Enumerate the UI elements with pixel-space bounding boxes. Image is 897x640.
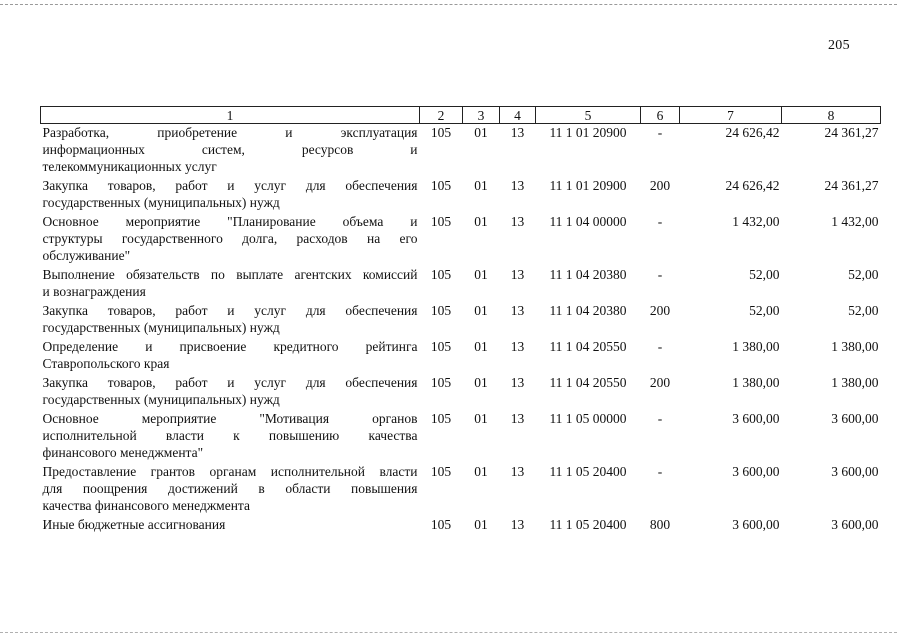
description-line: Определение и присвоение кредитного рейтинга: [42, 339, 418, 354]
table-row: [41, 266, 881, 302]
description-line: Предоставление грантов органам исполнительной власти: [42, 464, 418, 479]
row-amount-year-2: 3 600,00: [831, 411, 879, 426]
row-code-target-article: 11 1 04 20550: [549, 375, 627, 390]
table-row: [41, 338, 881, 374]
row-code-ministry: 105: [430, 517, 452, 532]
row-code-subsection: 13: [510, 178, 525, 193]
row-amount-year-2: 24 361,27: [824, 125, 879, 140]
description-line: государственных (муниципальных) нужд: [42, 392, 280, 407]
description-line: Ставропольского края: [42, 356, 170, 371]
description-line: Разработка, приобретение и эксплуатация: [42, 125, 418, 140]
row-amount-year-1: 3 600,00: [732, 517, 780, 532]
row-code-section: 01: [474, 339, 488, 354]
table-header-row: [41, 107, 881, 124]
row-description: [41, 410, 420, 463]
row-code-ministry: 105: [430, 125, 452, 140]
row-code-target-article: 11 1 01 20900: [549, 178, 627, 193]
row-amount-year-2: 1 380,00: [831, 375, 879, 390]
row-code-ministry: 105: [430, 214, 452, 229]
row-amount-year-2: 1 380,00: [831, 339, 879, 354]
row-code-target-article: 11 1 04 20380: [549, 267, 627, 282]
row-code-subsection: 13: [510, 375, 525, 390]
row-code-target-article: 11 1 04 20380: [549, 303, 627, 318]
row-code-section: 01: [474, 411, 488, 426]
description-line: Основное мероприятие "Планирование объема и: [42, 214, 418, 229]
row-amount-year-2: 1 432,00: [831, 214, 879, 229]
row-code-subsection: 13: [510, 303, 525, 318]
row-code-target-article: 11 1 05 20400: [549, 464, 627, 479]
row-amount-year-2: 3 600,00: [831, 464, 879, 479]
row-code-section: 01: [474, 125, 488, 140]
row-code-expense-type: 200: [649, 303, 671, 318]
row-code-subsection: 13: [510, 464, 525, 479]
row-code-expense-type: -: [657, 125, 663, 140]
row-code-ministry: 105: [430, 339, 452, 354]
row-description: [41, 463, 420, 516]
row-description: [41, 374, 420, 410]
row-amount-year-1: 1 380,00: [732, 339, 780, 354]
row-amount-year-2: 24 361,27: [824, 178, 879, 193]
row-code-expense-type: -: [657, 464, 663, 479]
table-body: [41, 124, 881, 536]
row-amount-year-2: 3 600,00: [831, 517, 879, 532]
row-code-section: 01: [474, 375, 488, 390]
page-number: 205: [828, 38, 850, 53]
row-amount-year-1: 1 432,00: [732, 214, 780, 229]
header-col-8: 8: [782, 107, 881, 124]
row-code-target-article: 11 1 04 20550: [549, 339, 627, 354]
row-code-subsection: 13: [510, 339, 525, 354]
row-code-expense-type: 800: [649, 517, 671, 532]
row-code-target-article: 11 1 01 20900: [549, 125, 627, 140]
description-line: качества финансового менеджмента: [42, 498, 250, 513]
top-edge-rule: [0, 4, 897, 5]
row-code-ministry: 105: [430, 464, 452, 479]
header-col-2: 2: [420, 107, 463, 124]
description-line: Основное мероприятие "Мотивация органов: [42, 411, 418, 426]
table-row: [41, 374, 881, 410]
row-code-subsection: 13: [510, 267, 525, 282]
row-amount-year-1: 1 380,00: [732, 375, 780, 390]
table-row: [41, 516, 881, 535]
row-code-section: 01: [474, 517, 488, 532]
row-code-ministry: 105: [430, 303, 452, 318]
description-line: Выполнение обязательств по выплате агентских комиссий: [42, 267, 418, 282]
description-line: телекоммуникационных услуг: [42, 159, 217, 174]
row-code-ministry: 105: [430, 411, 452, 426]
header-col-3: 3: [463, 107, 500, 124]
row-code-ministry: 105: [430, 375, 452, 390]
description-line: обслуживание": [42, 248, 131, 263]
description-line: и вознаграждения: [42, 284, 146, 299]
row-amount-year-2: 52,00: [848, 267, 879, 282]
row-amount-year-1: 3 600,00: [732, 411, 780, 426]
row-amount-year-1: 24 626,42: [725, 178, 780, 193]
row-code-target-article: 11 1 04 00000: [549, 214, 627, 229]
row-amount-year-1: 52,00: [749, 267, 780, 282]
row-code-subsection: 13: [510, 517, 525, 532]
description-line: государственных (муниципальных) нужд: [42, 320, 280, 335]
row-amount-year-1: 52,00: [749, 303, 780, 318]
bottom-edge-rule: [0, 632, 897, 633]
table-row: [41, 177, 881, 213]
description-line: структуры государственного долга, расходов на его: [42, 231, 418, 246]
row-code-expense-type: -: [657, 339, 663, 354]
row-code-section: 01: [474, 303, 488, 318]
budget-table: [40, 106, 881, 535]
description-line: Закупка товаров, работ и услуг для обеспечения: [42, 375, 418, 390]
description-line: исполнительной власти к повышению качества: [42, 428, 418, 443]
row-description: [41, 302, 420, 338]
row-description: [41, 338, 420, 374]
description-line: информационных систем, ресурсов и: [42, 142, 418, 157]
row-code-expense-type: 200: [649, 178, 671, 193]
row-code-subsection: 13: [510, 214, 525, 229]
table-row: [41, 213, 881, 266]
row-code-target-article: 11 1 05 20400: [549, 517, 627, 532]
row-code-expense-type: -: [657, 267, 663, 282]
row-code-target-article: 11 1 05 00000: [549, 411, 627, 426]
row-code-ministry: 105: [430, 267, 452, 282]
description-line: финансового менеджмента": [42, 445, 204, 460]
description-line: Закупка товаров, работ и услуг для обеспечения: [42, 303, 418, 318]
row-code-subsection: 13: [510, 411, 525, 426]
row-description: [41, 266, 420, 302]
row-code-section: 01: [474, 214, 488, 229]
row-code-section: 01: [474, 464, 488, 479]
row-amount-year-2: 52,00: [848, 303, 879, 318]
row-description: [41, 177, 420, 213]
row-description: [41, 124, 420, 178]
description-line: Иные бюджетные ассигнования: [42, 517, 226, 532]
header-col-4: 4: [500, 107, 536, 124]
description-line: для поощрения достижений в области повышения: [42, 481, 418, 496]
table-row: [41, 302, 881, 338]
row-code-section: 01: [474, 267, 488, 282]
row-amount-year-1: 24 626,42: [725, 125, 780, 140]
row-code-expense-type: -: [657, 214, 663, 229]
row-code-subsection: 13: [510, 125, 525, 140]
table-row: [41, 410, 881, 463]
row-description: [41, 213, 420, 266]
header-col-1: 1: [41, 107, 420, 124]
header-col-6: 6: [641, 107, 680, 124]
header-col-7: 7: [680, 107, 782, 124]
row-description: [41, 516, 420, 535]
row-code-expense-type: -: [657, 411, 663, 426]
row-amount-year-1: 3 600,00: [732, 464, 780, 479]
table-row: [41, 124, 881, 178]
row-code-section: 01: [474, 178, 488, 193]
description-line: Закупка товаров, работ и услуг для обеспечения: [42, 178, 418, 193]
description-line: государственных (муниципальных) нужд: [42, 195, 280, 210]
header-col-5: 5: [536, 107, 641, 124]
table-row: [41, 463, 881, 516]
row-code-ministry: 105: [430, 178, 452, 193]
row-code-expense-type: 200: [649, 375, 671, 390]
